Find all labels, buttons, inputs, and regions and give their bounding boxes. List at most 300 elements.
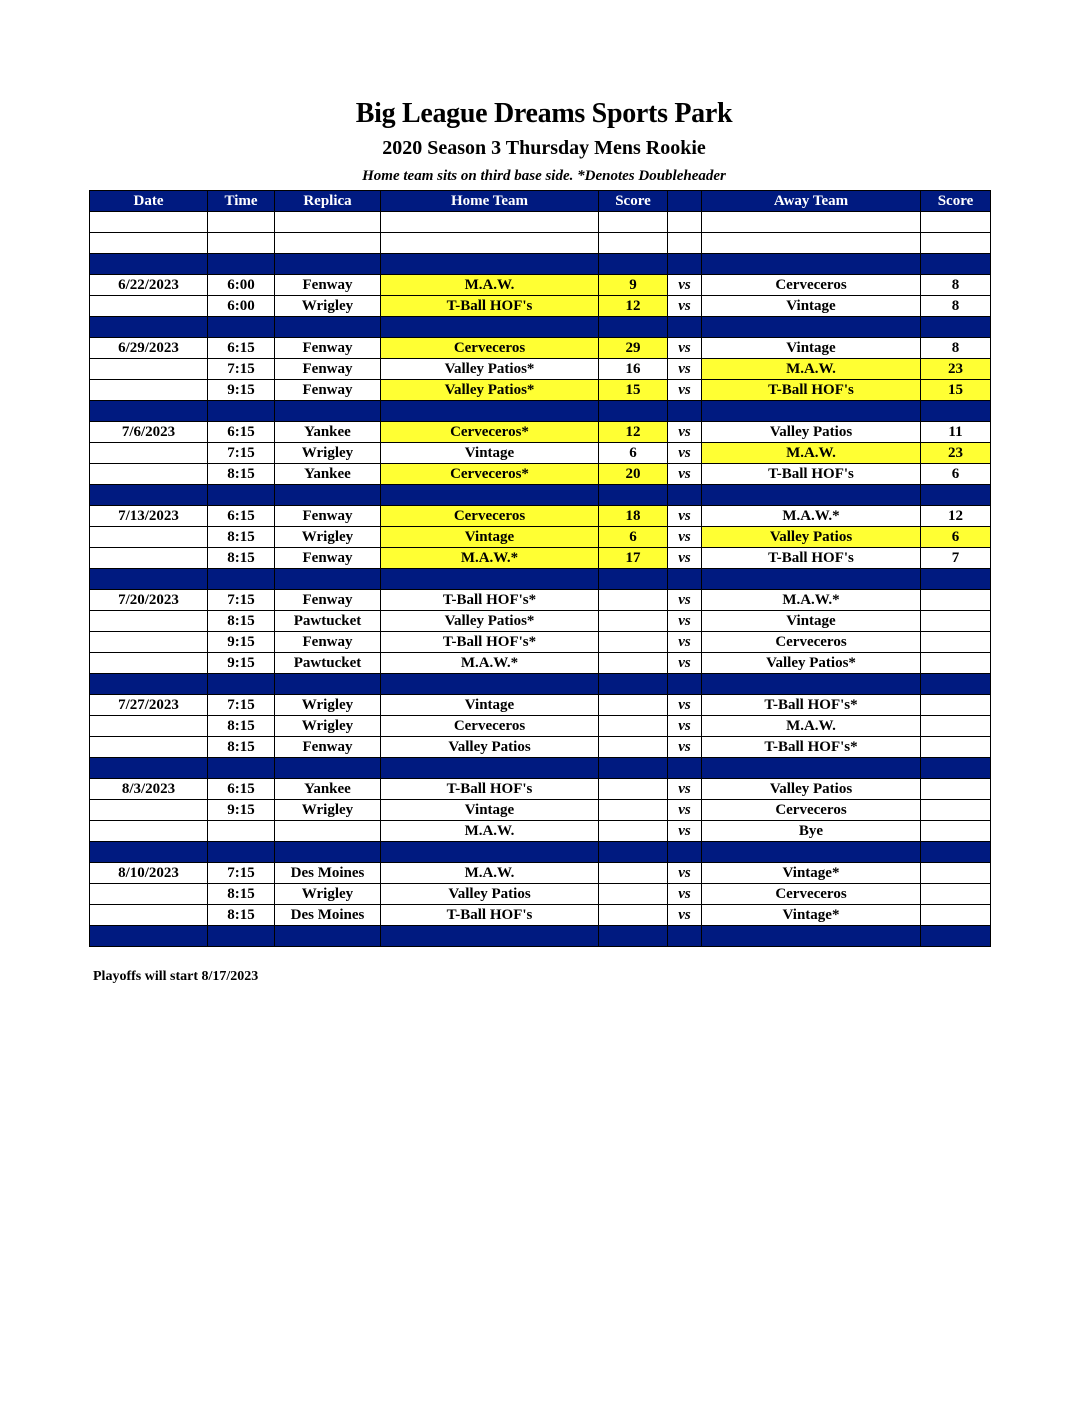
time-cell: 8:15 bbox=[208, 905, 275, 926]
time-cell bbox=[208, 212, 275, 233]
away-team-cell: M.A.W. bbox=[702, 716, 921, 737]
separator-row bbox=[90, 254, 991, 275]
vs-cell bbox=[668, 569, 702, 590]
replica-cell bbox=[275, 317, 381, 338]
date-cell: 7/20/2023 bbox=[90, 590, 208, 611]
vs-cell: vs bbox=[668, 632, 702, 653]
vs-cell bbox=[668, 233, 702, 254]
playoffs-note: Playoffs will start 8/17/2023 bbox=[93, 969, 259, 984]
time-cell bbox=[208, 758, 275, 779]
vs-cell: vs bbox=[668, 821, 702, 842]
col-time-header: Time bbox=[208, 191, 275, 212]
replica-cell bbox=[275, 674, 381, 695]
home-team-cell: M.A.W.* bbox=[381, 548, 599, 569]
date-cell bbox=[90, 443, 208, 464]
replica-cell: Fenway bbox=[275, 380, 381, 401]
time-cell: 8:15 bbox=[208, 737, 275, 758]
table-row bbox=[90, 863, 991, 884]
away-score-cell bbox=[921, 800, 991, 821]
date-cell bbox=[90, 905, 208, 926]
home-score-cell: 20 bbox=[599, 464, 668, 485]
date-cell bbox=[90, 401, 208, 422]
home-score-cell bbox=[599, 590, 668, 611]
date-cell: 6/22/2023 bbox=[90, 275, 208, 296]
vs-cell: vs bbox=[668, 800, 702, 821]
home-score-cell bbox=[599, 317, 668, 338]
home-score-cell bbox=[599, 212, 668, 233]
replica-cell bbox=[275, 233, 381, 254]
away-team-cell: M.A.W. bbox=[702, 443, 921, 464]
date-cell: 7/13/2023 bbox=[90, 506, 208, 527]
table-row bbox=[90, 695, 991, 716]
col-vs-header bbox=[668, 191, 702, 212]
away-team-cell bbox=[702, 212, 921, 233]
replica-cell: Fenway bbox=[275, 632, 381, 653]
home-team-cell: M.A.W. bbox=[381, 275, 599, 296]
away-team-cell: Vintage bbox=[702, 338, 921, 359]
table-row bbox=[90, 779, 991, 800]
home-team-cell bbox=[381, 401, 599, 422]
date-cell bbox=[90, 380, 208, 401]
vs-cell: vs bbox=[668, 380, 702, 401]
away-score-cell bbox=[921, 401, 991, 422]
away-team-cell: Vintage* bbox=[702, 905, 921, 926]
time-cell: 7:15 bbox=[208, 695, 275, 716]
home-score-cell: 18 bbox=[599, 506, 668, 527]
replica-cell bbox=[275, 485, 381, 506]
home-score-cell bbox=[599, 842, 668, 863]
away-team-cell bbox=[702, 317, 921, 338]
vs-cell bbox=[668, 842, 702, 863]
date-cell bbox=[90, 716, 208, 737]
time-cell bbox=[208, 674, 275, 695]
home-team-cell bbox=[381, 926, 599, 947]
away-score-cell bbox=[921, 779, 991, 800]
home-team-cell: Valley Patios bbox=[381, 737, 599, 758]
replica-cell bbox=[275, 401, 381, 422]
away-score-cell bbox=[921, 653, 991, 674]
time-cell: 6:15 bbox=[208, 506, 275, 527]
vs-cell: vs bbox=[668, 884, 702, 905]
home-team-cell: Cerveceros bbox=[381, 716, 599, 737]
table-row bbox=[90, 737, 991, 758]
time-cell: 8:15 bbox=[208, 548, 275, 569]
away-score-cell: 8 bbox=[921, 275, 991, 296]
away-team-cell bbox=[702, 254, 921, 275]
schedule-body bbox=[90, 212, 991, 947]
away-team-cell bbox=[702, 674, 921, 695]
separator-row bbox=[90, 401, 991, 422]
time-cell: 6:15 bbox=[208, 338, 275, 359]
vs-cell bbox=[668, 758, 702, 779]
away-score-cell bbox=[921, 569, 991, 590]
home-team-cell bbox=[381, 758, 599, 779]
away-score-cell: 15 bbox=[921, 380, 991, 401]
vs-cell: vs bbox=[668, 275, 702, 296]
vs-cell: vs bbox=[668, 779, 702, 800]
date-cell bbox=[90, 296, 208, 317]
home-team-cell: Vintage bbox=[381, 443, 599, 464]
home-team-cell: T-Ball HOF's bbox=[381, 779, 599, 800]
away-score-cell bbox=[921, 716, 991, 737]
away-team-cell: Vintage bbox=[702, 296, 921, 317]
vs-cell bbox=[668, 674, 702, 695]
away-team-cell: Cerveceros bbox=[702, 884, 921, 905]
home-score-cell bbox=[599, 695, 668, 716]
home-score-cell bbox=[599, 821, 668, 842]
blank-row bbox=[90, 233, 991, 254]
vs-cell bbox=[668, 401, 702, 422]
vs-cell bbox=[668, 317, 702, 338]
away-score-cell bbox=[921, 254, 991, 275]
replica-cell: Fenway bbox=[275, 590, 381, 611]
vs-cell: vs bbox=[668, 611, 702, 632]
vs-cell: vs bbox=[668, 338, 702, 359]
page-subtitle: 2020 Season 3 Thursday Mens Rookie bbox=[382, 137, 706, 159]
replica-cell: Des Moines bbox=[275, 905, 381, 926]
away-score-cell bbox=[921, 758, 991, 779]
away-score-cell: 8 bbox=[921, 338, 991, 359]
away-score-cell bbox=[921, 926, 991, 947]
time-cell: 6:15 bbox=[208, 422, 275, 443]
date-cell: 8/3/2023 bbox=[90, 779, 208, 800]
home-team-cell bbox=[381, 674, 599, 695]
replica-cell: Yankee bbox=[275, 779, 381, 800]
away-score-cell bbox=[921, 695, 991, 716]
home-team-cell bbox=[381, 212, 599, 233]
home-team-cell: Valley Patios* bbox=[381, 611, 599, 632]
time-cell: 9:15 bbox=[208, 653, 275, 674]
away-team-cell: Vintage bbox=[702, 611, 921, 632]
date-cell bbox=[90, 842, 208, 863]
home-score-cell bbox=[599, 926, 668, 947]
table-row bbox=[90, 338, 991, 359]
away-team-cell: T-Ball HOF's* bbox=[702, 737, 921, 758]
home-team-cell: Valley Patios* bbox=[381, 359, 599, 380]
replica-cell: Pawtucket bbox=[275, 653, 381, 674]
away-score-cell: 11 bbox=[921, 422, 991, 443]
table-row bbox=[90, 590, 991, 611]
away-score-cell bbox=[921, 611, 991, 632]
home-team-cell: T-Ball HOF's* bbox=[381, 590, 599, 611]
away-score-cell: 6 bbox=[921, 464, 991, 485]
table-row bbox=[90, 716, 991, 737]
table-row bbox=[90, 506, 991, 527]
replica-cell: Wrigley bbox=[275, 695, 381, 716]
table-row bbox=[90, 653, 991, 674]
vs-cell: vs bbox=[668, 653, 702, 674]
home-team-cell bbox=[381, 569, 599, 590]
home-score-cell bbox=[599, 800, 668, 821]
time-cell: 7:15 bbox=[208, 863, 275, 884]
time-cell: 9:15 bbox=[208, 380, 275, 401]
date-cell bbox=[90, 884, 208, 905]
date-cell bbox=[90, 611, 208, 632]
home-score-cell: 29 bbox=[599, 338, 668, 359]
time-cell: 7:15 bbox=[208, 359, 275, 380]
blank-row bbox=[90, 212, 991, 233]
date-cell bbox=[90, 254, 208, 275]
away-team-cell bbox=[702, 485, 921, 506]
replica-cell: Yankee bbox=[275, 422, 381, 443]
date-cell bbox=[90, 821, 208, 842]
home-score-cell bbox=[599, 611, 668, 632]
home-score-cell: 15 bbox=[599, 380, 668, 401]
home-score-cell bbox=[599, 653, 668, 674]
home-team-cell: M.A.W. bbox=[381, 863, 599, 884]
page-title: Big League Dreams Sports Park bbox=[355, 98, 733, 129]
col-away-team-header: Away Team bbox=[702, 191, 921, 212]
home-score-cell bbox=[599, 632, 668, 653]
vs-cell bbox=[668, 485, 702, 506]
away-score-cell bbox=[921, 590, 991, 611]
away-score-cell: 23 bbox=[921, 359, 991, 380]
away-team-cell: Cerveceros bbox=[702, 275, 921, 296]
date-cell bbox=[90, 359, 208, 380]
time-cell: 8:15 bbox=[208, 527, 275, 548]
date-cell: 6/29/2023 bbox=[90, 338, 208, 359]
date-cell bbox=[90, 485, 208, 506]
away-team-cell: Valley Patios* bbox=[702, 653, 921, 674]
away-score-cell bbox=[921, 212, 991, 233]
replica-cell: Wrigley bbox=[275, 296, 381, 317]
away-score-cell: 7 bbox=[921, 548, 991, 569]
away-score-cell: 12 bbox=[921, 506, 991, 527]
away-score-cell bbox=[921, 233, 991, 254]
home-team-cell: T-Ball HOF's* bbox=[381, 632, 599, 653]
home-team-cell: Vintage bbox=[381, 695, 599, 716]
time-cell bbox=[208, 317, 275, 338]
schedule-table bbox=[89, 190, 991, 947]
replica-cell bbox=[275, 569, 381, 590]
home-team-cell: Valley Patios bbox=[381, 884, 599, 905]
table-row bbox=[90, 905, 991, 926]
home-score-cell bbox=[599, 737, 668, 758]
date-cell bbox=[90, 569, 208, 590]
replica-cell bbox=[275, 842, 381, 863]
time-cell bbox=[208, 401, 275, 422]
home-team-cell: M.A.W. bbox=[381, 821, 599, 842]
home-score-cell: 6 bbox=[599, 527, 668, 548]
away-score-cell: 6 bbox=[921, 527, 991, 548]
time-cell: 7:15 bbox=[208, 443, 275, 464]
date-cell bbox=[90, 212, 208, 233]
time-cell: 8:15 bbox=[208, 611, 275, 632]
date-cell bbox=[90, 548, 208, 569]
vs-cell: vs bbox=[668, 506, 702, 527]
time-cell bbox=[208, 926, 275, 947]
col-home-score-header: Score bbox=[599, 191, 668, 212]
home-team-cell: Cerveceros bbox=[381, 338, 599, 359]
vs-cell bbox=[668, 254, 702, 275]
away-score-cell bbox=[921, 737, 991, 758]
home-score-cell: 6 bbox=[599, 443, 668, 464]
away-score-cell: 23 bbox=[921, 443, 991, 464]
away-score-cell bbox=[921, 905, 991, 926]
home-score-cell: 12 bbox=[599, 296, 668, 317]
home-team-cell: Cerveceros* bbox=[381, 464, 599, 485]
away-team-cell bbox=[702, 401, 921, 422]
replica-cell: Fenway bbox=[275, 548, 381, 569]
vs-cell bbox=[668, 212, 702, 233]
home-score-cell: 9 bbox=[599, 275, 668, 296]
home-score-cell: 12 bbox=[599, 422, 668, 443]
table-row bbox=[90, 800, 991, 821]
home-score-cell bbox=[599, 716, 668, 737]
separator-row bbox=[90, 758, 991, 779]
vs-cell: vs bbox=[668, 905, 702, 926]
time-cell bbox=[208, 233, 275, 254]
time-cell bbox=[208, 821, 275, 842]
replica-cell: Des Moines bbox=[275, 863, 381, 884]
home-score-cell bbox=[599, 485, 668, 506]
table-row bbox=[90, 464, 991, 485]
table-row bbox=[90, 821, 991, 842]
replica-cell bbox=[275, 926, 381, 947]
vs-cell: vs bbox=[668, 422, 702, 443]
date-cell bbox=[90, 527, 208, 548]
date-cell: 8/10/2023 bbox=[90, 863, 208, 884]
page-note: Home team sits on third base side. *Denotes Doubleheader bbox=[362, 168, 726, 184]
home-team-cell: M.A.W.* bbox=[381, 653, 599, 674]
date-cell bbox=[90, 737, 208, 758]
replica-cell: Pawtucket bbox=[275, 611, 381, 632]
away-team-cell: Cerveceros bbox=[702, 800, 921, 821]
date-cell bbox=[90, 317, 208, 338]
home-score-cell: 17 bbox=[599, 548, 668, 569]
home-team-cell: Cerveceros bbox=[381, 506, 599, 527]
vs-cell: vs bbox=[668, 443, 702, 464]
home-score-cell bbox=[599, 254, 668, 275]
table-row bbox=[90, 548, 991, 569]
time-cell: 8:15 bbox=[208, 716, 275, 737]
time-cell bbox=[208, 254, 275, 275]
home-team-cell: Cerveceros* bbox=[381, 422, 599, 443]
home-score-cell bbox=[599, 233, 668, 254]
away-score-cell bbox=[921, 485, 991, 506]
away-team-cell: Valley Patios bbox=[702, 422, 921, 443]
away-team-cell: T-Ball HOF's* bbox=[702, 695, 921, 716]
away-team-cell: Vintage* bbox=[702, 863, 921, 884]
away-team-cell: M.A.W. bbox=[702, 359, 921, 380]
table-row bbox=[90, 611, 991, 632]
home-team-cell: Vintage bbox=[381, 527, 599, 548]
separator-row bbox=[90, 317, 991, 338]
away-team-cell bbox=[702, 926, 921, 947]
time-cell: 6:15 bbox=[208, 779, 275, 800]
away-team-cell bbox=[702, 842, 921, 863]
replica-cell: Fenway bbox=[275, 359, 381, 380]
vs-cell: vs bbox=[668, 527, 702, 548]
time-cell bbox=[208, 569, 275, 590]
table-row bbox=[90, 422, 991, 443]
away-score-cell bbox=[921, 842, 991, 863]
replica-cell bbox=[275, 821, 381, 842]
table-row bbox=[90, 359, 991, 380]
col-date-header: Date bbox=[90, 191, 208, 212]
away-score-cell bbox=[921, 317, 991, 338]
away-team-cell: Valley Patios bbox=[702, 527, 921, 548]
table-row bbox=[90, 380, 991, 401]
away-team-cell: Valley Patios bbox=[702, 779, 921, 800]
time-cell bbox=[208, 485, 275, 506]
home-team-cell bbox=[381, 842, 599, 863]
separator-row bbox=[90, 485, 991, 506]
table-row bbox=[90, 443, 991, 464]
table-row bbox=[90, 527, 991, 548]
home-score-cell bbox=[599, 758, 668, 779]
vs-cell: vs bbox=[668, 695, 702, 716]
date-cell bbox=[90, 233, 208, 254]
replica-cell: Wrigley bbox=[275, 800, 381, 821]
date-cell bbox=[90, 758, 208, 779]
date-cell: 7/27/2023 bbox=[90, 695, 208, 716]
time-cell: 9:15 bbox=[208, 632, 275, 653]
home-team-cell bbox=[381, 254, 599, 275]
home-team-cell: T-Ball HOF's bbox=[381, 905, 599, 926]
home-score-cell bbox=[599, 401, 668, 422]
away-team-cell: T-Ball HOF's bbox=[702, 464, 921, 485]
home-score-cell bbox=[599, 905, 668, 926]
time-cell: 7:15 bbox=[208, 590, 275, 611]
away-team-cell: T-Ball HOF's bbox=[702, 380, 921, 401]
col-home-team-header: Home Team bbox=[381, 191, 599, 212]
replica-cell: Fenway bbox=[275, 338, 381, 359]
replica-cell: Fenway bbox=[275, 275, 381, 296]
separator-row bbox=[90, 569, 991, 590]
away-score-cell bbox=[921, 674, 991, 695]
separator-row bbox=[90, 674, 991, 695]
replica-cell bbox=[275, 758, 381, 779]
time-cell: 8:15 bbox=[208, 464, 275, 485]
away-team-cell: Cerveceros bbox=[702, 632, 921, 653]
date-cell bbox=[90, 632, 208, 653]
away-team-cell bbox=[702, 758, 921, 779]
away-score-cell bbox=[921, 884, 991, 905]
replica-cell: Wrigley bbox=[275, 884, 381, 905]
col-away-score-header: Score bbox=[921, 191, 991, 212]
replica-cell: Wrigley bbox=[275, 527, 381, 548]
time-cell: 6:00 bbox=[208, 275, 275, 296]
vs-cell: vs bbox=[668, 863, 702, 884]
away-team-cell: Bye bbox=[702, 821, 921, 842]
replica-cell: Fenway bbox=[275, 506, 381, 527]
replica-cell bbox=[275, 212, 381, 233]
home-team-cell: T-Ball HOF's bbox=[381, 296, 599, 317]
vs-cell: vs bbox=[668, 464, 702, 485]
away-team-cell: T-Ball HOF's bbox=[702, 548, 921, 569]
home-score-cell bbox=[599, 569, 668, 590]
replica-cell: Yankee bbox=[275, 464, 381, 485]
away-score-cell bbox=[921, 863, 991, 884]
date-cell bbox=[90, 926, 208, 947]
table-row bbox=[90, 632, 991, 653]
away-score-cell: 8 bbox=[921, 296, 991, 317]
vs-cell: vs bbox=[668, 296, 702, 317]
time-cell: 6:00 bbox=[208, 296, 275, 317]
vs-cell: vs bbox=[668, 590, 702, 611]
home-team-cell bbox=[381, 233, 599, 254]
date-cell bbox=[90, 674, 208, 695]
home-team-cell: Vintage bbox=[381, 800, 599, 821]
home-score-cell: 16 bbox=[599, 359, 668, 380]
time-cell: 9:15 bbox=[208, 800, 275, 821]
separator-row bbox=[90, 926, 991, 947]
vs-cell: vs bbox=[668, 737, 702, 758]
replica-cell: Fenway bbox=[275, 737, 381, 758]
home-score-cell bbox=[599, 779, 668, 800]
table-row bbox=[90, 884, 991, 905]
